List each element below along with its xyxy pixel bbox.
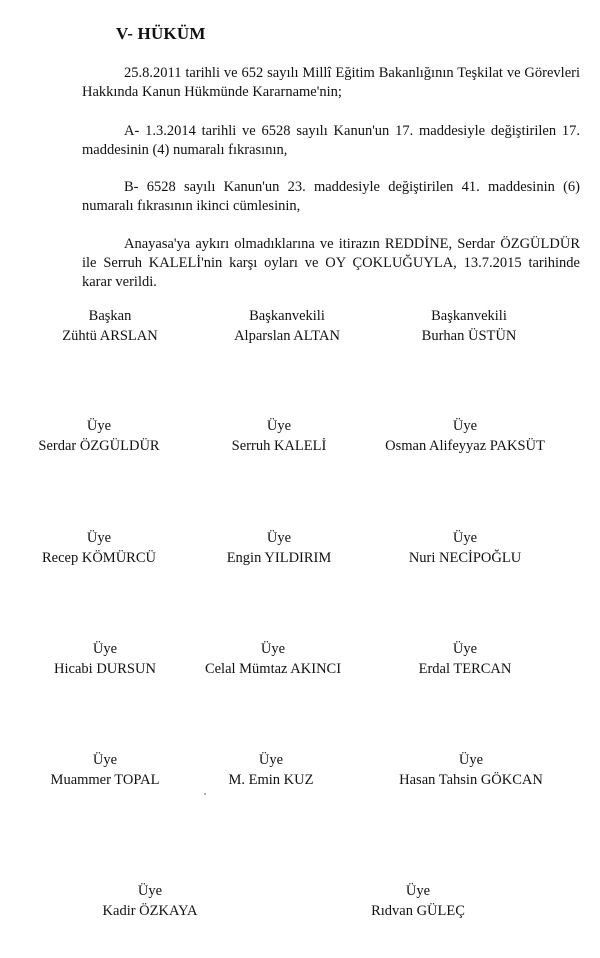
signatory-name: Hasan Tahsin GÖKCAN bbox=[399, 772, 543, 788]
signatory-name: Serdar ÖZGÜLDÜR bbox=[38, 438, 160, 454]
signatory-name: Osman Alifeyyaz PAKSÜT bbox=[385, 438, 545, 454]
signatory-name: Burhan ÜSTÜN bbox=[421, 328, 517, 344]
signatory-name: Zühtü ARSLAN bbox=[62, 328, 158, 344]
decision-paragraph-b: B- 6528 sayılı Kanun'un 23. maddesiyle değiştirilen 41. maddesinin (6) numaralı fıkrasının ikinci cümlesinin, bbox=[82, 179, 580, 214]
signatory-name: Recep KÖMÜRCÜ bbox=[42, 550, 156, 566]
signatory bbox=[176, 750, 366, 790]
decision-paragraph-a: A- 1.3.2014 tarihli ve 6528 sayılı Kanun'un 17. maddesiyle değiştirilen 17. maddesinin (4) numaralı fıkrasının, bbox=[82, 123, 580, 158]
signatory-name: M. Emin KUZ bbox=[228, 772, 314, 788]
decision-heading: V- HÜKÜM bbox=[116, 24, 206, 43]
signatory-name: Muammer TOPAL bbox=[50, 772, 160, 788]
signatory-role: Üye bbox=[405, 883, 431, 899]
signatory bbox=[323, 881, 513, 921]
signatory-role: Üye bbox=[260, 641, 286, 657]
signatory bbox=[10, 639, 200, 679]
signatory-role: Üye bbox=[452, 530, 478, 546]
signatory-role: Üye bbox=[266, 530, 292, 546]
signatory-role: Üye bbox=[86, 530, 112, 546]
signatory-role: Başkan bbox=[88, 308, 132, 324]
signatory-role: Üye bbox=[452, 641, 478, 657]
signatory bbox=[178, 639, 368, 679]
signatory-role: Üye bbox=[86, 418, 112, 434]
decision-paragraph-ruling: Anayasa'ya aykırı olmadıklarına ve itirazın REDDİNE, Serdar ÖZGÜLDÜR ile Serruh KALELİ'nin karşı oyları ve OY ÇOKLUĞUYLA, 13.7.2015 tarihinde karar verildi. bbox=[82, 236, 580, 290]
signatory-role: Başkanvekili bbox=[249, 308, 325, 324]
signatory bbox=[55, 881, 245, 921]
signatory bbox=[15, 306, 205, 346]
signatory-role: Üye bbox=[92, 752, 118, 768]
signatory bbox=[4, 528, 194, 568]
signatory-name: Celal Mümtaz AKINCI bbox=[204, 661, 342, 677]
signatory-name: Rıdvan GÜLEÇ bbox=[371, 903, 465, 919]
signatory-name: Engin YILDIRIM bbox=[226, 550, 332, 566]
signatory bbox=[192, 306, 382, 346]
signatory-role: Üye bbox=[258, 752, 284, 768]
signatory-name: Hicabi DURSUN bbox=[54, 661, 156, 677]
signatory bbox=[184, 528, 374, 568]
signatory bbox=[370, 416, 560, 456]
signatory bbox=[376, 750, 566, 790]
signatory-name: Kadir ÖZKAYA bbox=[102, 903, 198, 919]
signatory-name: Alparslan ALTAN bbox=[234, 328, 340, 344]
signatory-role: Üye bbox=[137, 883, 163, 899]
signatory bbox=[370, 639, 560, 679]
signatory bbox=[4, 416, 194, 456]
signatory bbox=[10, 750, 200, 790]
scan-speck bbox=[204, 793, 206, 795]
signatory bbox=[184, 416, 374, 456]
signatory-role: Üye bbox=[452, 418, 478, 434]
signatory-name: Erdal TERCAN bbox=[418, 661, 512, 677]
signatory bbox=[370, 528, 560, 568]
signatory-name: Serruh KALELİ bbox=[231, 438, 327, 454]
signatory-role: Üye bbox=[458, 752, 484, 768]
signatory-name: Nuri NECİPOĞLU bbox=[408, 550, 522, 566]
signatory-role: Başkanvekili bbox=[431, 308, 507, 324]
signatory-role: Üye bbox=[266, 418, 292, 434]
signatory-role: Üye bbox=[92, 641, 118, 657]
signatory bbox=[374, 306, 564, 346]
decision-paragraph-intro: 25.8.2011 tarihli ve 652 sayılı Millî Eğitim Bakanlığının Teşkilat ve Görevleri Hakkında Kanun Hükmünde Kararname'nin; bbox=[82, 65, 580, 100]
